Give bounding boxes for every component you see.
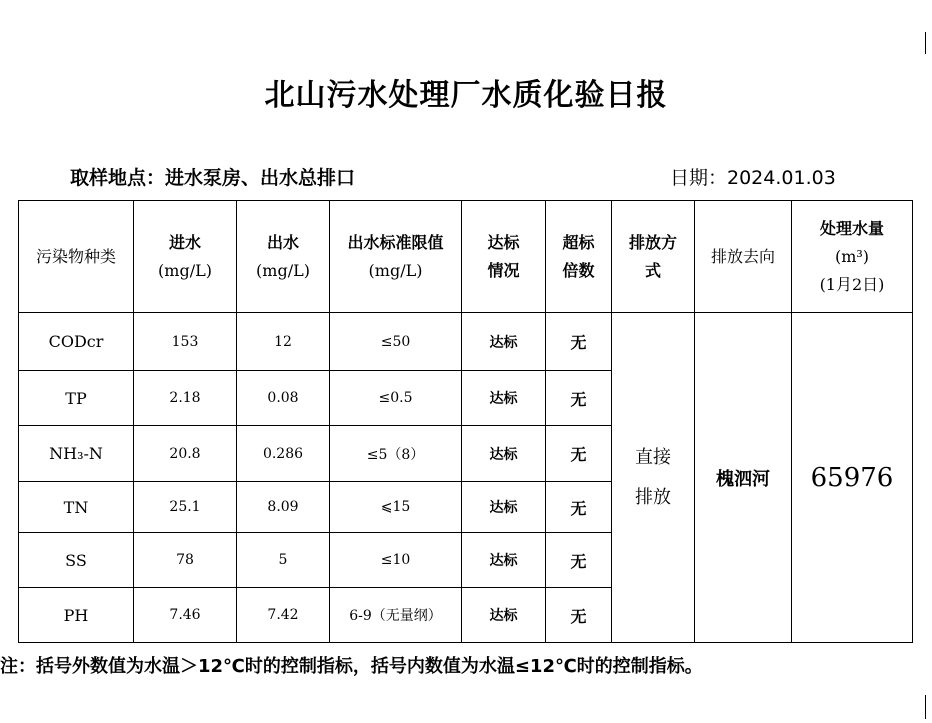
exceed-multiple: 无 bbox=[546, 426, 612, 482]
exceed-multiple: 无 bbox=[546, 313, 612, 371]
header-influent: 进水 (mg/L) bbox=[134, 201, 237, 313]
limit-value: ≤0.5 bbox=[330, 371, 462, 426]
water-quality-table bbox=[18, 200, 913, 643]
discharge-destination: 槐泗河 bbox=[695, 313, 792, 643]
header-discharge-method: 排放方 式 bbox=[612, 201, 695, 313]
compliance-status: 达标 bbox=[462, 313, 546, 371]
pollutant-name: SS bbox=[19, 533, 134, 588]
page-edge-mark-top bbox=[925, 32, 926, 54]
limit-value: ≤50 bbox=[330, 313, 462, 371]
exceed-multiple: 无 bbox=[546, 482, 612, 533]
effluent-value: 12 bbox=[237, 313, 330, 371]
effluent-value: 8.09 bbox=[237, 482, 330, 533]
pollutant-name: TP bbox=[19, 371, 134, 426]
report-date: 日期：2024.01.03 bbox=[670, 167, 836, 189]
exceed-multiple: 无 bbox=[546, 533, 612, 588]
influent-value: 7.46 bbox=[134, 588, 237, 643]
influent-value: 153 bbox=[134, 313, 237, 371]
pollutant-name: TN bbox=[19, 482, 134, 533]
pollutant-name: PH bbox=[19, 588, 134, 643]
compliance-status: 达标 bbox=[462, 533, 546, 588]
sampling-location: 取样地点：进水泵房、出水总排口 bbox=[70, 167, 356, 189]
limit-value: ≤5（8） bbox=[330, 426, 462, 482]
report-title: 北山污水处理厂水质化验日报 bbox=[264, 78, 668, 113]
exceed-multiple: 无 bbox=[546, 588, 612, 643]
compliance-status: 达标 bbox=[462, 482, 546, 533]
header-discharge-destination: 排放去向 bbox=[695, 201, 792, 313]
influent-value: 25.1 bbox=[134, 482, 237, 533]
limit-value: 6-9（无量纲） bbox=[330, 588, 462, 643]
effluent-value: 7.42 bbox=[237, 588, 330, 643]
pollutant-name: NH₃-N bbox=[19, 426, 134, 482]
influent-value: 2.18 bbox=[134, 371, 237, 426]
footnote: 注：括号外数值为水温＞12℃时的控制指标，括号内数值为水温≤12℃时的控制指标。 bbox=[0, 656, 703, 677]
header-treated-volume: 处理水量 (m³) (1月2日) bbox=[792, 201, 913, 313]
effluent-value: 0.286 bbox=[237, 426, 330, 482]
table-row bbox=[19, 313, 913, 371]
header-exceed-multiple: 超标 倍数 bbox=[546, 201, 612, 313]
pollutant-name: CODcr bbox=[19, 313, 134, 371]
header-pollutant-type: 污染物种类 bbox=[19, 201, 134, 313]
limit-value: ⩽15 bbox=[330, 482, 462, 533]
compliance-status: 达标 bbox=[462, 426, 546, 482]
discharge-method: 直接 排放 bbox=[612, 313, 695, 643]
compliance-status: 达标 bbox=[462, 371, 546, 426]
header-limit: 出水标准限值 (mg/L) bbox=[330, 201, 462, 313]
effluent-value: 0.08 bbox=[237, 371, 330, 426]
influent-value: 20.8 bbox=[134, 426, 237, 482]
effluent-value: 5 bbox=[237, 533, 330, 588]
header-compliance: 达标 情况 bbox=[462, 201, 546, 313]
compliance-status: 达标 bbox=[462, 588, 546, 643]
page-edge-mark-bottom bbox=[925, 695, 926, 719]
header-effluent: 出水 (mg/L) bbox=[237, 201, 330, 313]
exceed-multiple: 无 bbox=[546, 371, 612, 426]
table-header-row bbox=[19, 201, 913, 313]
limit-value: ≤10 bbox=[330, 533, 462, 588]
treated-volume: 65976 bbox=[792, 313, 913, 643]
influent-value: 78 bbox=[134, 533, 237, 588]
